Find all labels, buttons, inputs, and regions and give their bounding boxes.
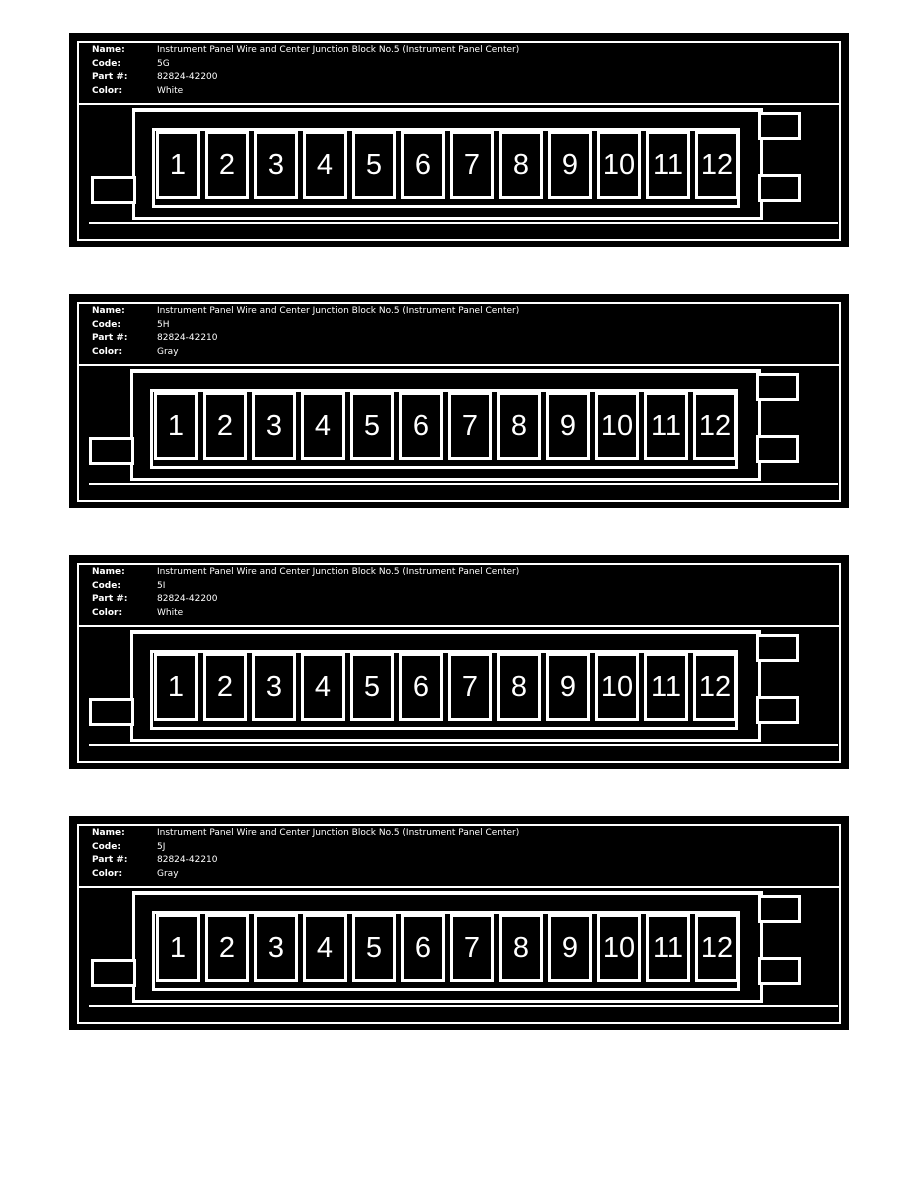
code-label: Code: [92,580,121,591]
name-value: Instrument Panel Wire and Center Junction Block No.5 (Instrument Panel Center) [157,45,520,55]
pin-cavity: 6 [401,131,445,199]
code-label: Code: [92,841,121,852]
pin-cavity: 3 [254,914,298,982]
pin-cavity: 11 [646,914,690,982]
pin-cavity: 11 [644,653,688,721]
pin-cavity: 6 [399,653,443,721]
pin-cavity: 2 [203,653,247,721]
color-value: Gray [157,868,179,879]
pin-cavity: 7 [448,392,492,460]
pin-cavity: 7 [450,131,494,199]
part-label: Part #: [92,855,128,865]
pin-cavity: 1 [154,392,198,460]
pin-cavity: 9 [548,131,592,199]
color-label: Color: [92,607,123,618]
code-value: 5H [157,319,170,330]
panel-bottom-line [89,483,838,485]
pin-cavity: 12 [695,131,739,199]
color-label: Color: [92,346,123,357]
right-tab-upper [758,112,801,140]
pin-cavity: 8 [499,131,543,199]
right-tab-lower [758,174,801,202]
pin-cavity: 4 [303,914,347,982]
pin-cavity: 3 [252,653,296,721]
pin-cavity: 5 [350,653,394,721]
right-tab-lower [756,696,799,724]
pin-cavity: 12 [695,914,739,982]
pin-cavity: 6 [399,392,443,460]
pin-cavity: 4 [301,392,345,460]
pin-cavity: 11 [644,392,688,460]
pin-cavity: 4 [301,653,345,721]
name-label: Name: [92,567,125,577]
color-label: Color: [92,85,123,96]
pin-cavity: 7 [450,914,494,982]
pin-cavity: 1 [156,914,200,982]
pin-cavity: 7 [448,653,492,721]
name-value: Instrument Panel Wire and Center Junction Block No.5 (Instrument Panel Center) [157,567,520,577]
pin-cavity: 12 [693,653,737,721]
panel-bottom-line [89,222,838,224]
connector-diagram [72,36,846,244]
pin-cavity: 9 [546,653,590,721]
left-latch [91,959,136,987]
right-tab-upper [756,634,799,662]
part-value: 82824-42200 [157,72,218,82]
left-latch [89,698,134,726]
part-value: 82824-42200 [157,594,218,604]
pin-cavity: 6 [401,914,445,982]
pin-cavity: 8 [497,392,541,460]
color-label: Color: [92,868,123,879]
pin-cavity: 2 [203,392,247,460]
connector-diagram [72,558,846,766]
part-label: Part #: [92,594,128,604]
code-label: Code: [92,319,121,330]
pin-cavity: 11 [646,131,690,199]
left-latch [89,437,134,465]
connector-diagram [72,819,846,1027]
pin-cavity: 5 [350,392,394,460]
pin-cavity: 9 [546,392,590,460]
pin-cavity: 10 [595,392,639,460]
connector-diagram [72,297,846,505]
part-label: Part #: [92,72,128,82]
color-value: White [157,607,184,618]
connector-panel-5h [69,294,849,508]
code-value: 5I [157,580,166,591]
part-label: Part #: [92,333,128,343]
name-value: Instrument Panel Wire and Center Junction Block No.5 (Instrument Panel Center) [157,306,520,316]
left-latch [91,176,136,204]
panel-bottom-line [89,744,838,746]
pin-cavity: 1 [156,131,200,199]
name-label: Name: [92,828,125,838]
connector-panel-5i [69,555,849,769]
color-value: White [157,85,184,96]
connector-panel-5j [69,816,849,1030]
pin-cavity: 9 [548,914,592,982]
panel-bottom-line [89,1005,838,1007]
right-tab-lower [758,957,801,985]
code-label: Code: [92,58,121,69]
pin-cavity: 3 [252,392,296,460]
code-value: 5J [157,841,166,852]
right-tab-upper [756,373,799,401]
right-tab-upper [758,895,801,923]
name-value: Instrument Panel Wire and Center Junction Block No.5 (Instrument Panel Center) [157,828,520,838]
name-label: Name: [92,306,125,316]
pin-cavity: 4 [303,131,347,199]
pin-cavity: 10 [597,914,641,982]
pin-cavity: 12 [693,392,737,460]
pin-cavity: 10 [595,653,639,721]
pin-cavity: 2 [205,131,249,199]
code-value: 5G [157,58,170,69]
pin-cavity: 2 [205,914,249,982]
connector-panel-5g [69,33,849,247]
pin-cavity: 8 [499,914,543,982]
pin-cavity: 8 [497,653,541,721]
name-label: Name: [92,45,125,55]
right-tab-lower [756,435,799,463]
pin-cavity: 5 [352,131,396,199]
color-value: Gray [157,346,179,357]
pin-cavity: 1 [154,653,198,721]
pin-cavity: 3 [254,131,298,199]
part-value: 82824-42210 [157,333,218,343]
pin-cavity: 10 [597,131,641,199]
pin-cavity: 5 [352,914,396,982]
part-value: 82824-42210 [157,855,218,865]
